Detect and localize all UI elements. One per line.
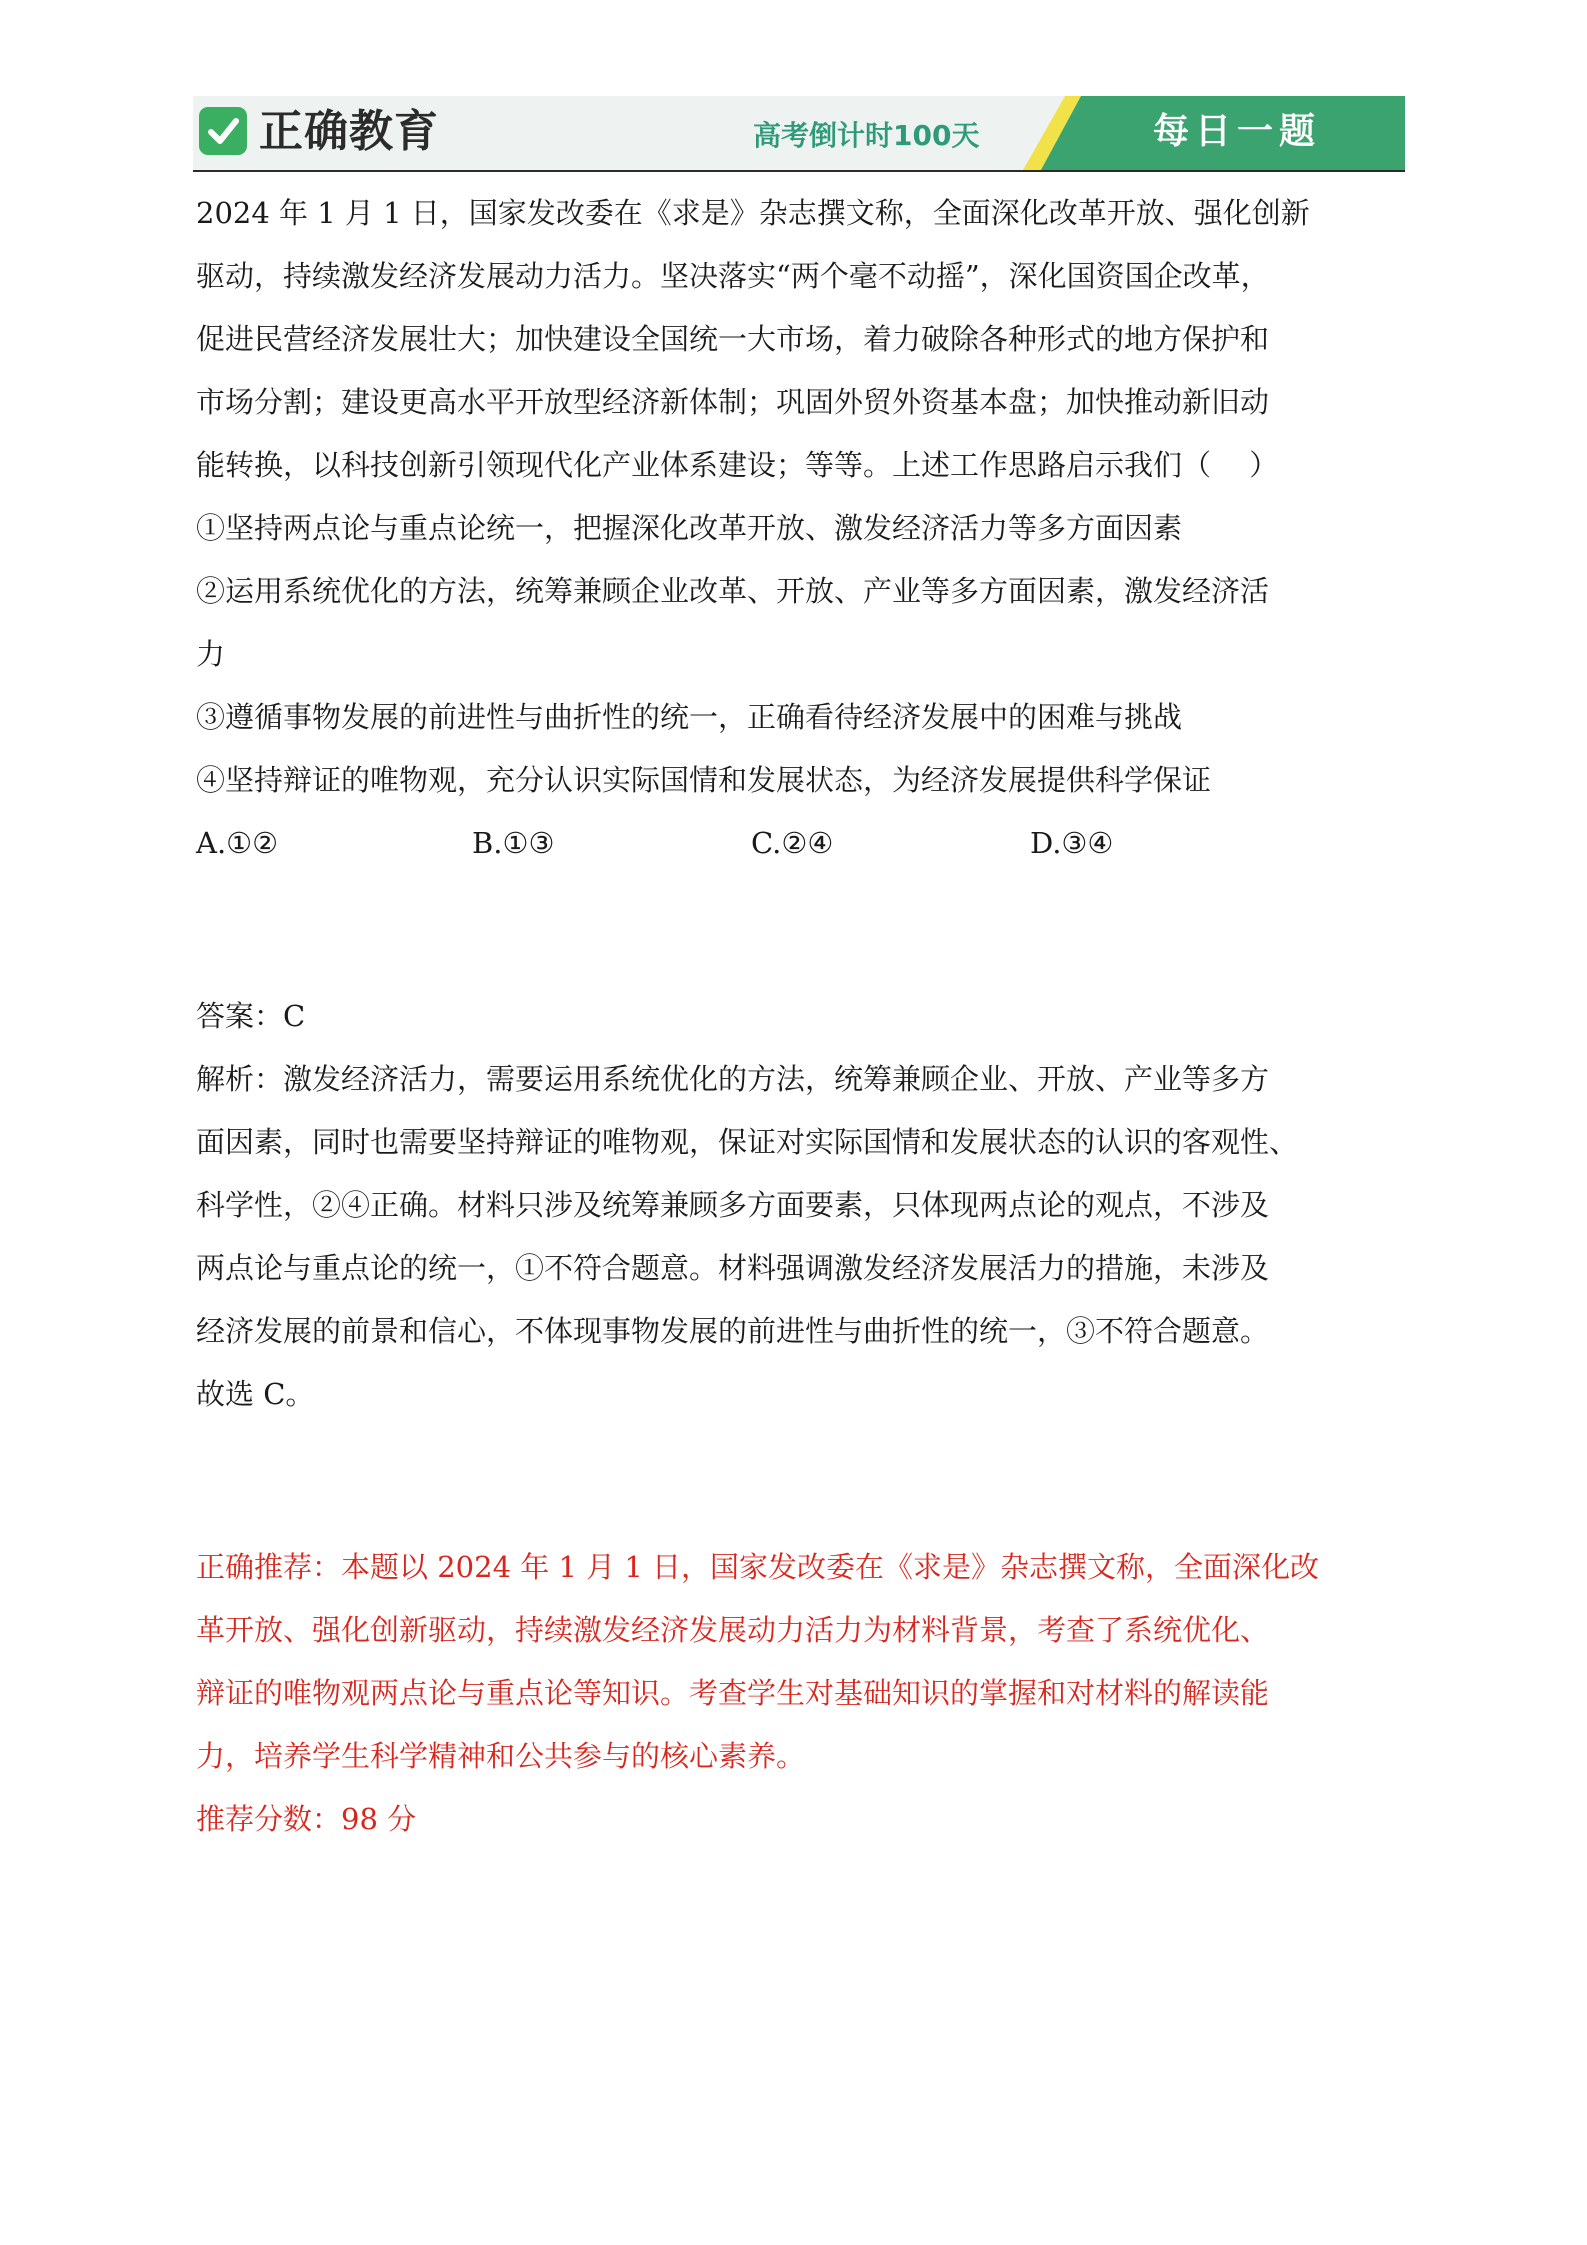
recommendation-score: 推荐分数：98 分 <box>196 1802 417 1836</box>
recommendation-line: 辩证的唯物观两点论与重点论等知识。考查学生对基础知识的掌握和对材料的解读能 <box>196 1676 1270 1710</box>
statement-item: ④坚持辩证的唯物观，充分认识实际国情和发展状态，为经济发展提供科学保证 <box>196 763 1212 797</box>
statement-item: 力 <box>196 637 226 671</box>
answer-line: 答案：C <box>196 999 306 1033</box>
option-d[interactable]: D.③④ <box>1030 826 1114 860</box>
document-body <box>196 182 1436 1851</box>
answer-section <box>196 985 1436 1426</box>
header-banner <box>193 96 1405 170</box>
statement-item: ②运用系统优化的方法，统筹兼顾企业改革、开放、产业等多方面因素，激发经济活 <box>196 574 1270 608</box>
recommendation-section <box>196 1536 1436 1851</box>
analysis-line: 解析：激发经济活力，需要运用系统优化的方法，统筹兼顾企业、开放、产业等多方 <box>196 1062 1270 1096</box>
answer-options <box>196 812 1436 875</box>
statement-item: ③遵循事物发展的前进性与曲折性的统一，正确看待经济发展中的困难与挑战 <box>196 700 1183 734</box>
stem-line: 驱动，持续激发经济发展动力活力。坚决落实“两个毫不动摇”，深化国资国企改革， <box>196 259 1270 293</box>
recommendation-line: 力，培养学生科学精神和公共参与的核心素养。 <box>196 1739 806 1773</box>
analysis-line: 经济发展的前景和信心，不体现事物发展的前进性与曲折性的统一，③不符合题意。 <box>196 1314 1270 1348</box>
daily-question-label: 每日一题 <box>1153 111 1322 152</box>
header-divider <box>193 170 1405 172</box>
stem-line: 市场分割；建设更高水平开放型经济新体制；巩固外贸外资基本盘；加快推动新旧动 <box>196 385 1270 419</box>
question-stem <box>196 182 1436 497</box>
spacer <box>196 875 1436 985</box>
stem-line: 能转换，以科技创新引领现代化产业体系建设；等等。上述工作思路启示我们（ ） <box>196 448 1279 482</box>
stem-line: 促进民营经济发展壮大；加快建设全国统一大市场，着力破除各种形式的地方保护和 <box>196 322 1270 356</box>
spacer <box>196 1426 1436 1536</box>
brand-name: 正确教育 <box>259 106 439 157</box>
statement-item: ①坚持两点论与重点论统一，把握深化改革开放、激发经济活力等多方面因素 <box>196 511 1183 545</box>
statement-list <box>196 497 1436 812</box>
analysis-line: 科学性，②④正确。材料只涉及统筹兼顾多方面要素，只体现两点论的观点，不涉及 <box>196 1188 1270 1222</box>
recommendation-line: 革开放、强化创新驱动，持续激发经济发展动力活力为材料背景，考查了系统优化、 <box>196 1613 1270 1647</box>
analysis-line: 面因素，同时也需要坚持辩证的唯物观，保证对实际国情和发展状态的认识的客观性、 <box>196 1125 1299 1159</box>
option-a[interactable]: A.①② <box>196 826 279 860</box>
stem-line: 2024 年 1 月 1 日，国家发改委在《求是》杂志撰文称，全面深化改革开放、强化创新 <box>196 196 1310 230</box>
analysis-line: 故选 C。 <box>196 1377 315 1411</box>
option-b[interactable]: B.①③ <box>472 826 555 860</box>
checkmark-logo-icon <box>199 107 247 155</box>
countdown-text: 高考倒计时100天 <box>753 119 980 152</box>
analysis-line: 两点论与重点论的统一，①不符合题意。材料强调激发经济发展活力的措施，未涉及 <box>196 1251 1270 1285</box>
recommendation-line: 正确推荐：本题以 2024 年 1 月 1 日，国家发改委在《求是》杂志撰文称，全面深化改 <box>196 1550 1320 1584</box>
option-c[interactable]: C.②④ <box>751 826 834 860</box>
